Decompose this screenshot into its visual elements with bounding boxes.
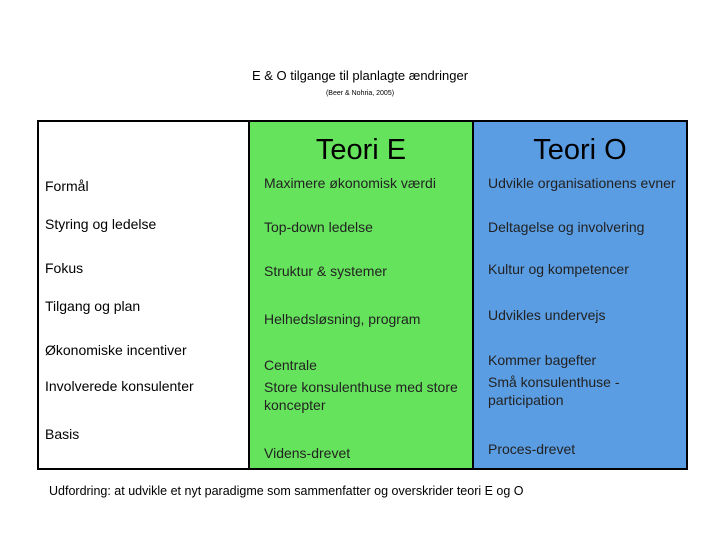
teori-e-incentiver: Centrale [264, 357, 317, 373]
row-label-incentiver: Økonomiske incentiver [45, 342, 187, 358]
row-labels-column [37, 120, 250, 470]
teori-o-incentiver: Kommer bagefter [488, 352, 597, 368]
teori-o-konsulenter: Små konsulenthuse - participation [488, 374, 620, 408]
teori-e-styring: Top-down ledelse [264, 219, 373, 235]
teori-o-formaal: Udvikle organisationens evner [488, 175, 676, 191]
teori-e-formaal: Maximere økonomisk værdi [264, 175, 436, 191]
teori-e-fokus: Struktur & systemer [264, 263, 387, 279]
teori-e-basis: Videns-drevet [264, 445, 351, 461]
teori-o-styring: Deltagelse og involvering [488, 219, 645, 235]
slide-title: E & O tilgange til planlagte ændringer [251, 68, 469, 83]
teori-o-tilgang: Udvikles undervejs [488, 307, 606, 323]
row-label-fokus: Fokus [45, 260, 84, 276]
teori-e-tilgang: Helhedsløsning, program [264, 311, 421, 327]
teori-o-heading: Teori O [533, 134, 627, 166]
teori-o-column [472, 120, 688, 470]
teori-o-basis: Proces-drevet [488, 441, 576, 457]
footer-challenge: Udfordring: at udvikle et nyt paradigme som sammenfatter og overskrider teori E og O [49, 484, 524, 498]
teori-e-konsulenter: Store konsulenthuse med store koncepter [264, 379, 458, 413]
row-label-formaal: Formål [45, 178, 89, 194]
row-label-tilgang: Tilgang og plan [45, 298, 141, 314]
row-label-basis: Basis [45, 426, 80, 442]
teori-e-column [250, 120, 472, 470]
teori-e-heading: Teori E [315, 134, 407, 166]
slide-subtitle: (Beer & Nohria, 2005) [325, 90, 395, 97]
row-label-konsulenter: Involverede konsulenter [45, 378, 194, 394]
row-label-styring: Styring og ledelse [45, 216, 157, 232]
teori-o-fokus: Kultur og kompetencer [488, 261, 629, 277]
